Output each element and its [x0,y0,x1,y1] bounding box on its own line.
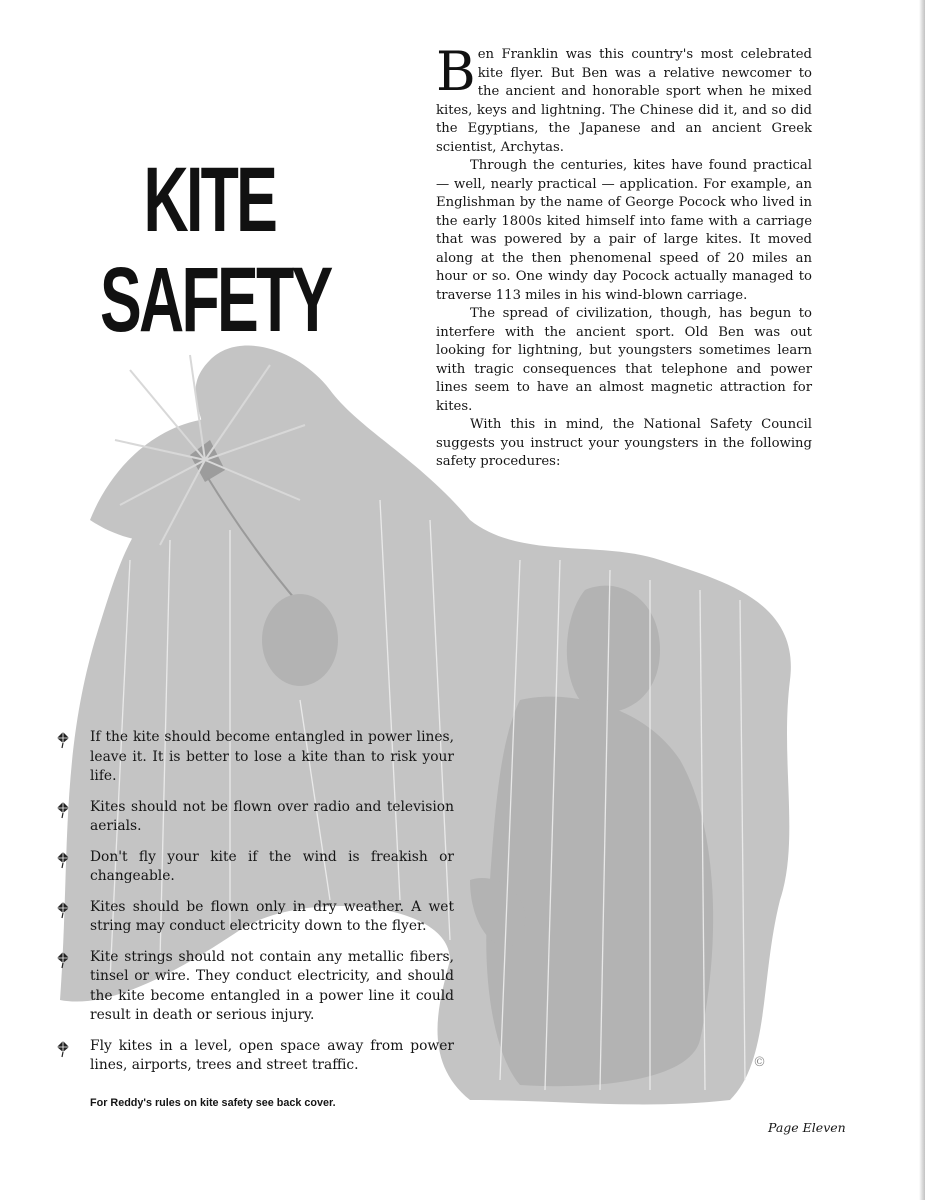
intro-paragraph-1-text: en Franklin was this country's most celebrated kite flyer. But Ben was a relative newcomer to the ancient and honorable sport when he mixed kites, keys and lightning. The Chinese did it, and so did the Egyptians, the Japanese and an ancient Greek scientist, Archytas. [436,47,812,155]
safety-rule-text: Kites should be flown only in dry weather. A wet string may conduct electricity down to the flyer. [90,898,454,934]
footnote: For Reddy's rules on kite safety see back cover. [90,1097,336,1109]
safety-rule [54,848,454,887]
safety-rule-text: Fly kites in a level, open space away from power lines, airports, trees and street traffic. [90,1037,454,1073]
page-edge-shadow [919,0,925,1200]
kite-icon [56,801,70,819]
copyright-mark: © [753,1055,766,1070]
title-line-kite: KITE [143,149,276,251]
title-line-safety: SAFETY [100,249,331,351]
safety-rule-text: If the kite should become entangled in power lines, leave it. It is better to lose a kite than to risk your life. [90,729,454,784]
kite-icon [56,851,70,869]
safety-rule [54,798,454,837]
page-title [100,149,331,351]
safety-rules-list [54,728,454,1087]
intro-paragraph-4: With this in mind, the National Safety Council suggests you instruct your youngsters in the following safety procedures: [436,417,812,469]
page-number: Page Eleven [768,1120,846,1135]
kite-icon [56,951,70,969]
intro-paragraph-1 [436,40,812,157]
safety-rule [54,898,454,937]
drop-cap: B [436,40,476,103]
safety-rule-text: Don't fly your kite if the wind is freakish or changeable. [90,848,454,884]
safety-rule-text: Kite strings should not contain any metallic fibers, tinsel or wire. They conduct electricity, and should the kite become entangled in a power line it could result in death or serious injury. [90,948,454,1023]
safety-rule-text: Kites should not be flown over radio and television aerials. [90,798,454,834]
safety-rule [54,728,454,787]
intro-paragraph-3: The spread of civilization, though, has begun to interfere with the ancient sport. Old Ben was out looking for lightning, but youngsters sometimes learn with tragic consequences that telephone and power lines seem to have an almost magnetic attraction for kites. [436,306,812,414]
kite-icon [56,731,70,749]
intro-text [436,40,812,472]
kite-icon [56,901,70,919]
intro-paragraph-2: Through the centuries, kites have found practical — well, nearly practical — application. For example, an Englishman by the name of George Pocock who lived in the early 1800s kited himself into fame with a carriage that was powered by a pair of large kites. It moved along at the then phenomenal speed of 20 miles an hour or so. One windy day Pocock actually managed to traverse 113 miles in his wind-blown carriage. [436,158,812,303]
safety-rule [54,948,454,1026]
safety-rule [54,1037,454,1076]
kite-icon [56,1040,70,1058]
